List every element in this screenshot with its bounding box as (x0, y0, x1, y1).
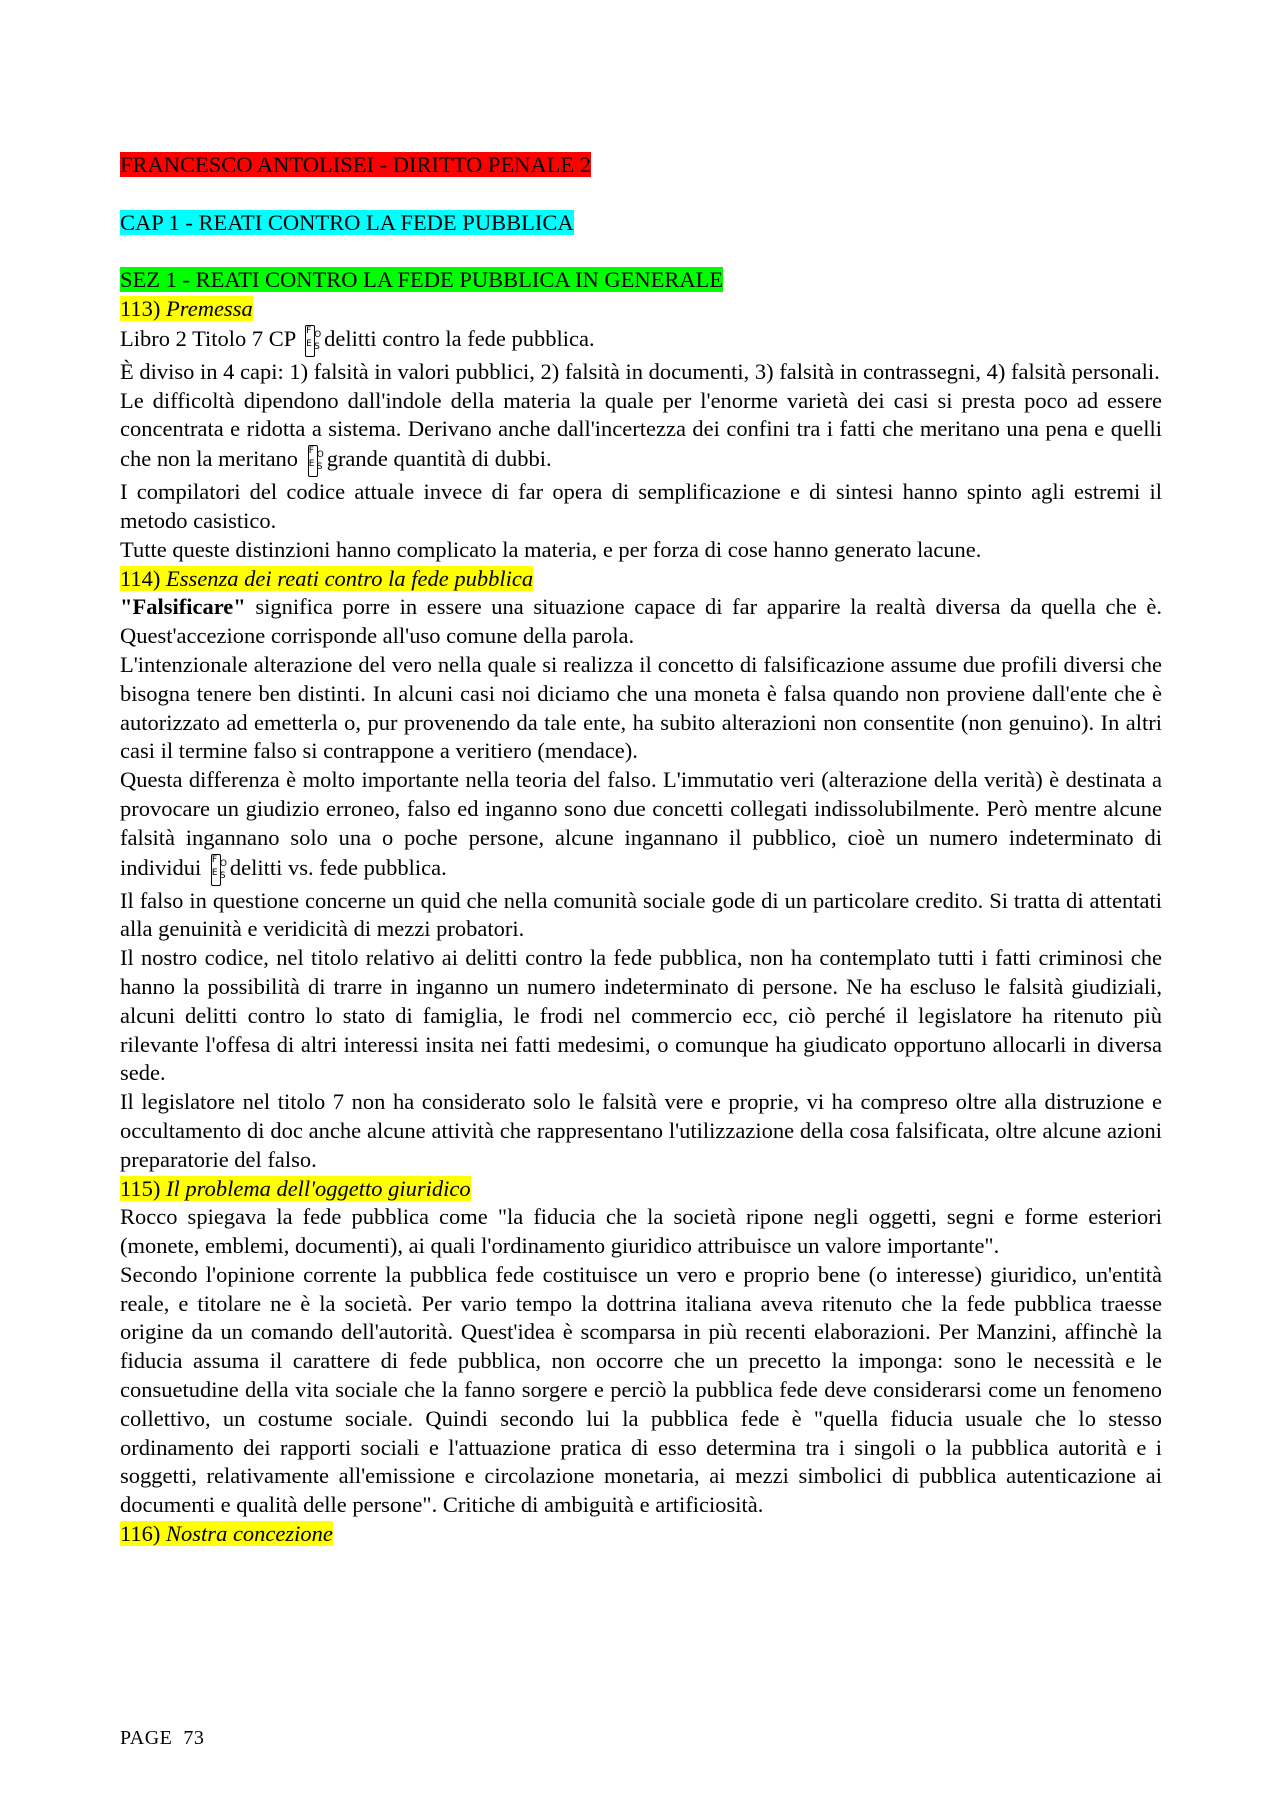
section-title-line (120, 266, 1162, 295)
arrow-icon: F O E S (303, 324, 323, 358)
arrow-icon: F O E S (306, 444, 326, 478)
paragraph: L'intenzionale alterazione del vero nella quale si realizza il concetto di falsificazione assume due profili diversi che bisogna tenere ben distinti. In alcuni casi noi diciamo che una moneta è falsa quando non proviene dall'ente che è autorizzato ad emetterla o, pur provenendo da tale ente, ha subito alterazioni non consentite (non genuino). In altri casi il termine falso si contrappone a veritiero (mendace). (120, 651, 1162, 764)
book-title-line (120, 151, 1162, 180)
paragraph: Le difficoltà dipendono dall'indole della materia la quale per l'enorme varietà dei casi si presta poco ad essere concentrata e ridotta a sistema. Derivano anche dall'incertezza dei confini tra i fatti che meritano una pena e quelli che non la meritano F O E S grande quantità di dubbi. (120, 387, 1162, 479)
paragraph: Il falso in questione concerne un quid che nella comunità sociale gode di un particolare credito. Si tratta di attentati alla genuinità e veridicità di mezzi probatori. (120, 887, 1162, 942)
paragraph: Libro 2 Titolo 7 CP F O E S delitti contro la fede pubblica. (120, 324, 1162, 358)
paragraph: Tutte queste distinzioni hanno complicato la materia, e per forza di cose hanno generato lacune. (120, 536, 982, 562)
paragraph-heading-115: 115) Il problema dell'oggetto giuridico (120, 1175, 471, 1201)
page-number: 73 (183, 1727, 205, 1749)
paragraph: È diviso in 4 capi: 1) falsità in valori pubblici, 2) falsità in documenti, 3) falsità in contrassegni, 4) falsità personali. (120, 358, 1160, 384)
paragraph-heading-113: 113) Premessa (120, 295, 253, 321)
chapter-title: CAP 1 - REATI CONTRO LA FEDE PUBBLICA (120, 209, 574, 235)
paragraph: Rocco spiegava la fede pubblica come "la fiducia che la società ripone negli oggetti, segni e forme esteriori (monete, emblemi, documenti), ai quali l'ordinamento giuridico attribuisce un valore importante". (120, 1204, 1162, 1259)
page-content (120, 151, 1162, 1549)
paragraph: "Falsificare" significa porre in essere una situazione capace di far apparire la realtà diversa da quella che è. Quest'accezione corrisponde all'uso comune della parola. (120, 594, 1162, 649)
arrow-icon: F O E S (209, 853, 229, 887)
page-footer (120, 1727, 204, 1750)
paragraph-heading-114: 114) Essenza dei reati contro la fede pubblica (120, 565, 534, 591)
section-title: SEZ 1 - REATI CONTRO LA FEDE PUBBLICA IN GENERALE (120, 267, 724, 293)
book-title: FRANCESCO ANTOLISEI - DIRITTO PENALE 2 (120, 152, 592, 177)
paragraph: Secondo l'opinione corrente la pubblica fede costituisce un vero e proprio bene (o interesse) giuridico, un'entità reale, e titolare ne è la società. Per vario tempo la dottrina italiana aveva ritenuto che la fede pubblica traesse origine da un comando dell'autorità. Quest'idea è scomparsa in più recenti elaborazioni. Per Manzini, affinchè la fiducia assuma il carattere di fede pubblica, non occorre che un precetto la imponga: sono le necessità e le consuetudine della vita sociale che la fanno sorgere e perciò la pubblica fede deve considerarsi come un fenomeno collettivo, un costume sociale. Quindi secondo lui la pubblica fede è "quella fiducia usuale che lo stesso ordinamento dei rapporti sociali e l'attuazione pratica di esso determina tra i singoli o la pubblica autorità e i soggetti, relativamente all'emissione e circolazione monetaria, ai mezzi simbolici di pubblica autenticazione ai documenti e qualità delle persone". Critiche di ambiguità e artificiosità. (120, 1261, 1162, 1518)
paragraph-heading-116: 116) Nostra concezione (120, 1521, 333, 1547)
paragraph: Il nostro codice, nel titolo relativo ai delitti contro la fede pubblica, non ha contemplato tutti i fatti criminosi che hanno la possibilità di trarre in inganno un numero indeterminato di persone. Ne ha escluso le falsità giudiziali, alcuni delitti contro lo stato di famiglia, le frodi nel commercio ecc, ciò perché il legislatore ha ritenuto più rilevante l'offesa di altri interessi insita nei fatti medesimi, o comunque ha giudicato opportuno allocarli in diversa sede. (120, 945, 1162, 1086)
paragraph: Questa differenza è molto importante nella teoria del falso. L'immutatio veri (alterazione della verità) è destinata a provocare un giudizio erroneo, falso ed inganno sono due concetti collegati indissolubilmente. Però mentre alcune falsità ingannano solo una o poche persone, alcune ingannano il pubblico, cioè un numero indeterminato di individui F O E S delitti vs. fede pubblica. (120, 766, 1162, 886)
paragraph: I compilatori del codice attuale invece di far opera di semplificazione e di sintesi hanno spinto agli estremi il metodo casistico. (120, 479, 1162, 533)
paragraph: Il legislatore nel titolo 7 non ha considerato solo le falsità vere e proprie, vi ha compreso oltre alla distruzione e occultamento di doc anche alcune attività che rappresentano l'utilizzazione della cosa falsificata, oltre alcune azioni preparatorie del falso. (120, 1089, 1162, 1172)
chapter-title-line (120, 209, 1162, 238)
page-label: PAGE (120, 1727, 173, 1749)
